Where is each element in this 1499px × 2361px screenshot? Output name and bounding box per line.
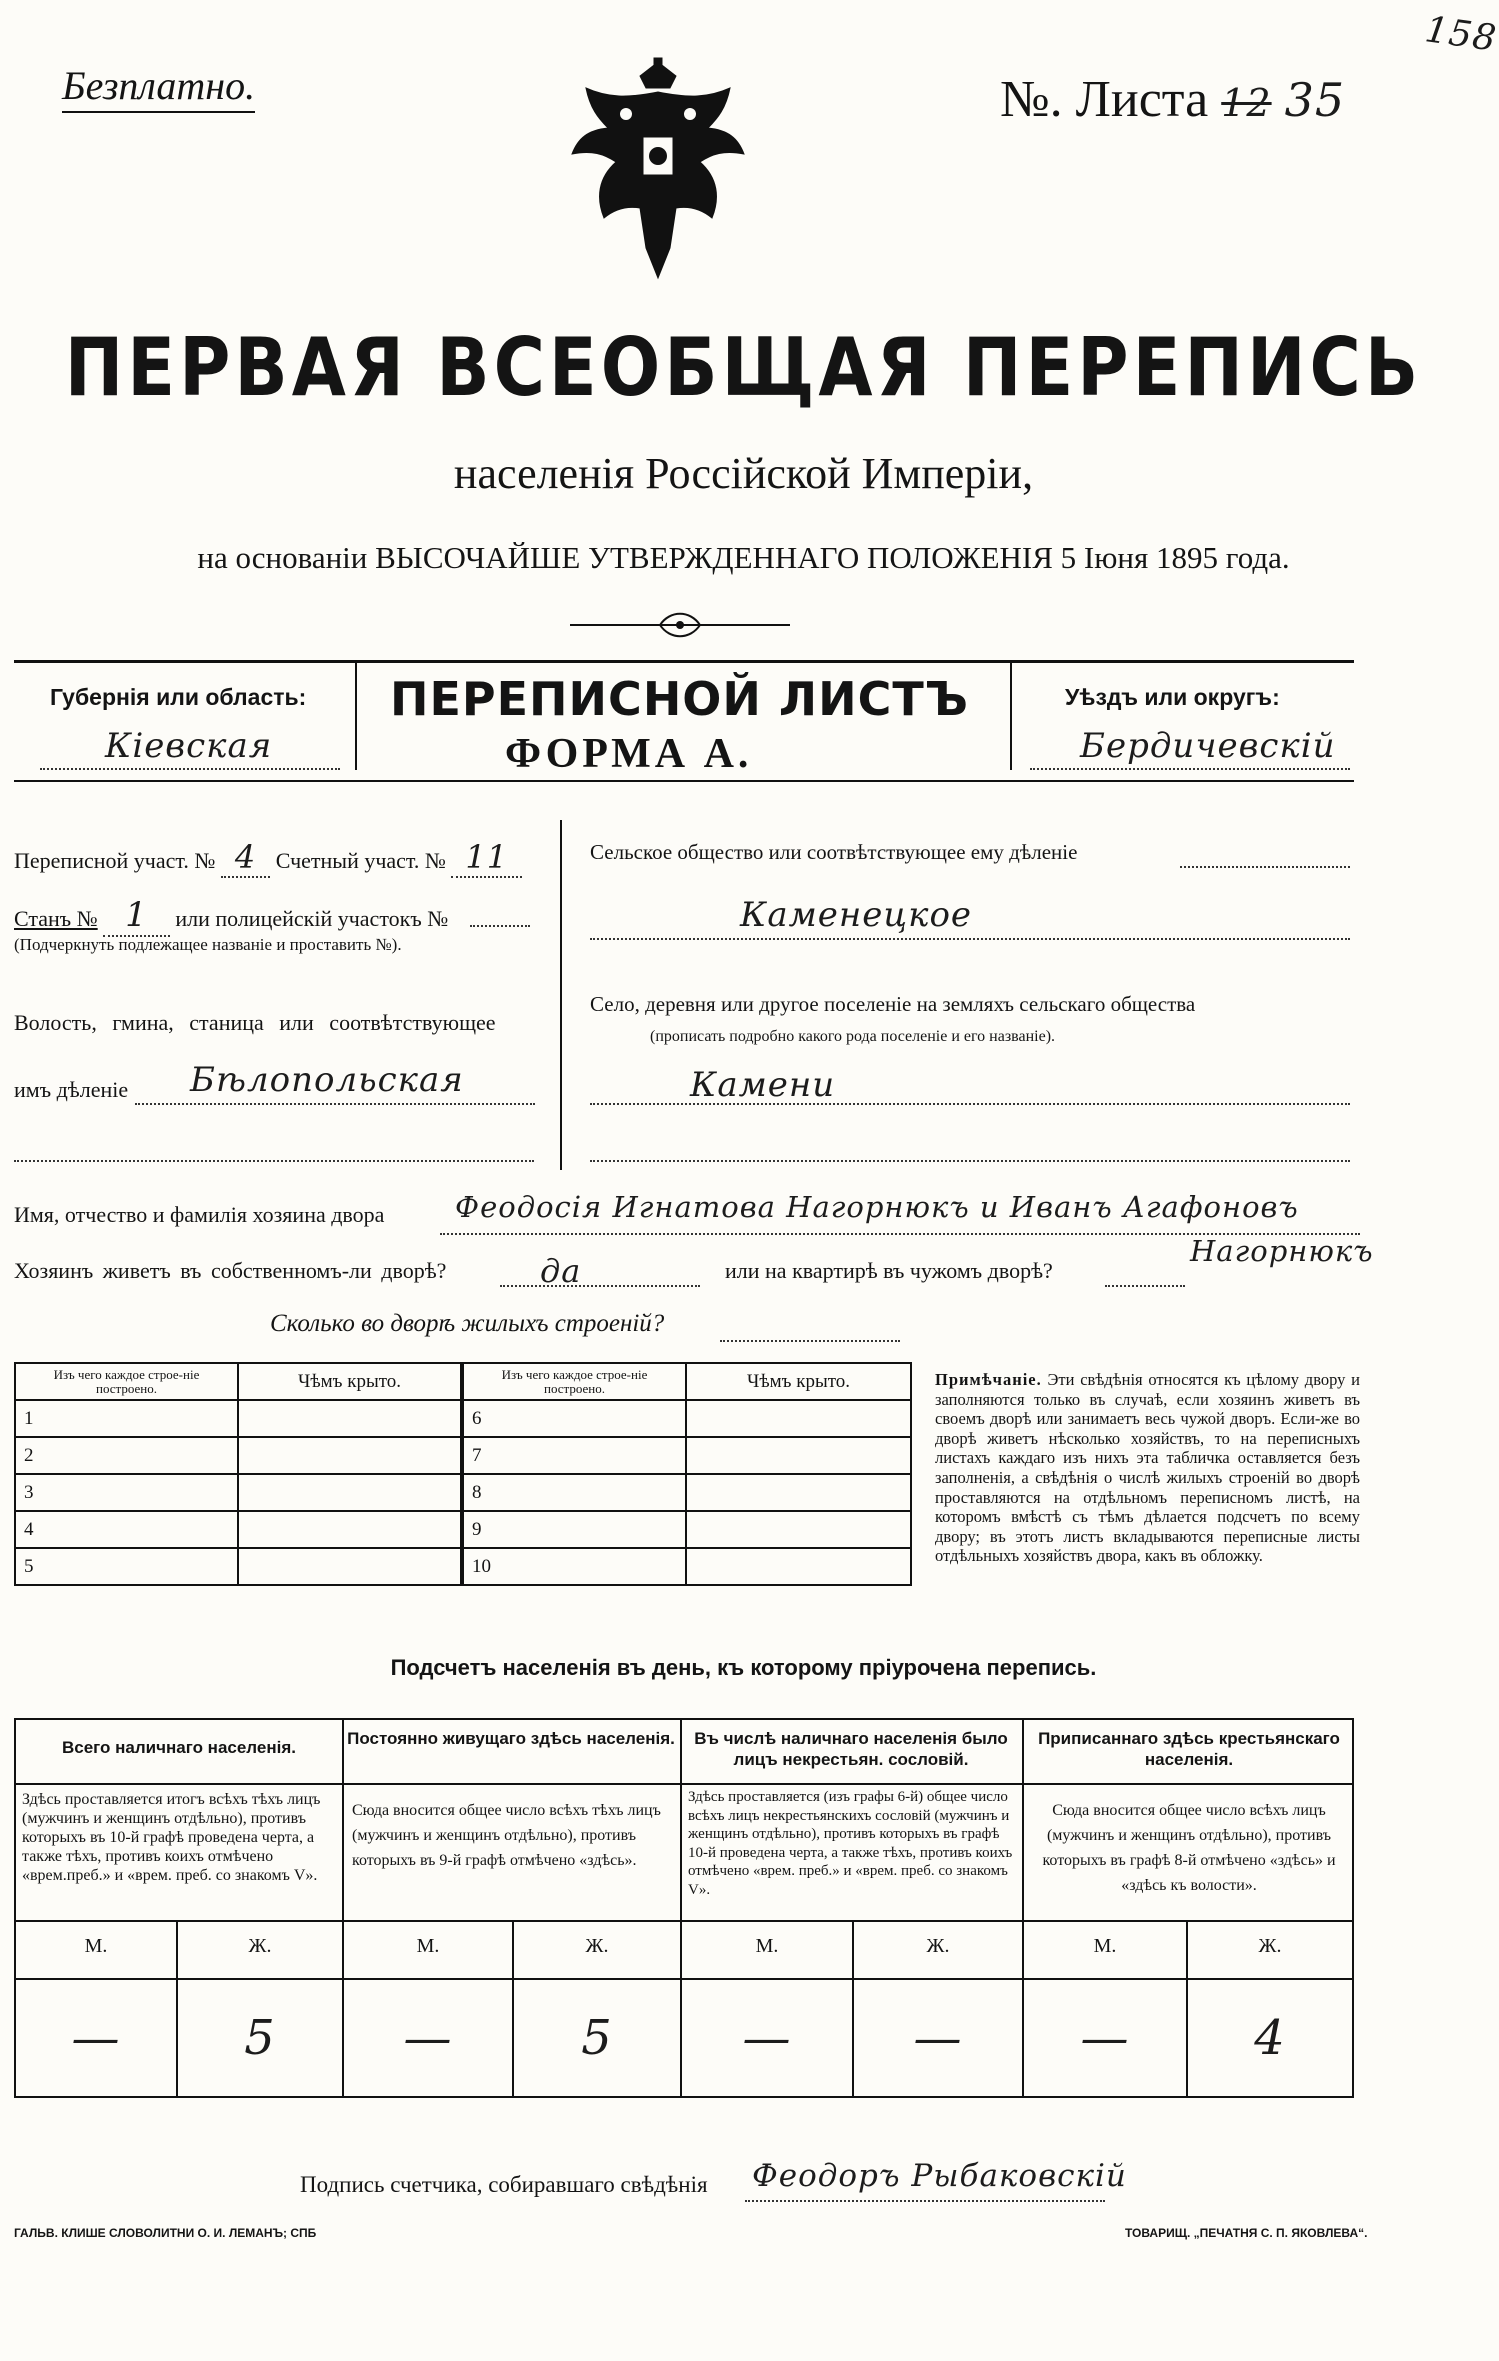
village-value: Камени <box>690 1065 836 1105</box>
census-area-label: Переписной участ. № <box>14 848 216 873</box>
col-material-header: Изъ чего каждое строе-ніе построено. <box>15 1363 238 1400</box>
population-table <box>14 1718 1354 2098</box>
sheet-number-label: №. Листа <box>1000 71 1209 128</box>
pop-col-2-f-label: Ж. <box>585 1935 609 1957</box>
village-label: Село, деревня или другое поселеніе на земляхъ сельскаго общества <box>590 992 1196 1016</box>
building-row: 5 <box>15 1548 238 1585</box>
pop-col-1-m-value: — <box>71 2010 121 2066</box>
building-row: 8 <box>463 1474 686 1511</box>
note-text: Эти свѣдѣнія относятся къ цѣлому двору и заполняются только въ случаѣ, если хозяинъ живетъ въ своемъ дворѣ или занимаетъ весь чужой дворъ. Если-же во дворѣ живетъ нѣсколько хозяйствъ, то на переписныхъ листахъ каждаго изъ нихъ эта табличка оставляется безъ заполненія, а свѣдѣнія о числѣ жилыхъ строеній во дворѣ проставляются на отдѣльномъ переписномъ листѣ, на которомъ вмѣстѣ съ тѣмъ дѣлается подсчетъ по всему двору; въ этотъ листъ вкладываются переписные листы отдѣльныхъ хозяйствъ двора, какъ въ обложку. <box>935 1370 1360 1566</box>
pop-col-3-desc: Здѣсь проставляется (изъ графы 6-й) общее число всѣхъ лицъ некрестьянскихъ сословій (мужчинъ и женщинъ отдѣльно), противъ которыхъ въ графѣ 10-й проведена черта, а также тѣхъ, противъ коихъ отмѣчено «врем. преб.» и «врем. преб. со знакомъ V». <box>688 1789 1013 1898</box>
pop-col-2-m-value: — <box>403 2010 453 2066</box>
pop-col-2-m-label: М. <box>416 1935 440 1957</box>
sheet-number-struck: 12 <box>1221 81 1272 125</box>
corner-number: 158 <box>1422 9 1499 60</box>
building-row: 2 <box>15 1437 238 1474</box>
pop-col-1-heading: Всего наличнаго населенія. <box>62 1738 296 1757</box>
footer-right: ТОВАРИЩ. „ПЕЧАТНЯ С. П. ЯКОВЛЕВА“. <box>1125 2226 1368 2240</box>
building-row: 9 <box>463 1511 686 1548</box>
footer-left: ГАЛЬВ. КЛИШЕ СЛОВОЛИТНИ О. И. ЛЕМАНЪ; СПБ <box>14 2226 317 2240</box>
volost-value: Бѣлопольская <box>190 1060 464 1100</box>
stan-value: 1 <box>103 895 170 937</box>
owner-name-value: Феодосія Игнатова Нагорнюкъ и Иванъ Агафоновъ <box>455 1190 1299 1224</box>
village-note: (прописать подробно какого рода поселеніе и его названіе). <box>650 1028 1056 1045</box>
census-basis: на основаніи ВЫСОЧАЙШЕ УТВЕРЖДЕННАГО ПОЛОЖЕНІЯ 5 Іюня 1895 года. <box>197 540 1290 575</box>
note-block <box>935 1370 1360 1566</box>
building-row: 3 <box>15 1474 238 1511</box>
pop-col-4-desc: Сюда вносится общее число всѣхъ лицъ (мужчинъ и женщинъ отдѣльно), противъ которыхъ въ графѣ 8-й отмѣчено «здѣсь» и «здѣсь къ волости». <box>1042 1802 1336 1894</box>
building-row: 10 <box>463 1548 686 1585</box>
pop-col-2-f-value: 5 <box>581 2010 613 2066</box>
owner-lives-value: да <box>540 1252 582 1290</box>
pop-col-3-m-value: — <box>742 2010 792 2066</box>
note-lead: Примѣчаніе. <box>935 1370 1042 1389</box>
pop-col-3-m-label: М. <box>755 1935 779 1957</box>
buildings-table-right <box>462 1362 912 1586</box>
col-roof-header: Чѣмъ крыто. <box>686 1363 911 1400</box>
pop-col-2-heading: Постоянно живущаго здѣсь населенія. <box>347 1729 675 1748</box>
owner-apartment-label: или на квартирѣ въ чужомъ дворѣ? <box>725 1258 1053 1283</box>
census-title: ПЕРВАЯ ВСЕОБЩАЯ ПЕРЕПИСЬ <box>64 320 1423 415</box>
stan-row <box>14 895 448 935</box>
free-label: Безплатно. <box>62 62 255 113</box>
building-row: 7 <box>463 1437 686 1474</box>
sheet-title: ПЕРЕПИСНОЙ ЛИСТЪ <box>390 672 969 726</box>
census-area-value: 4 <box>221 838 270 878</box>
owner-name-label: Имя, отчество и фамилія хозяина двора <box>14 1202 385 1227</box>
col-material-header: Изъ чего каждое строе-ніе построено. <box>463 1363 686 1400</box>
census-subtitle: населенія Россійской Имперіи, <box>453 449 1034 498</box>
pop-col-1-m-label: М. <box>84 1935 108 1957</box>
underline-note: (Подчеркнуть подлежащее названіе и проставить №). <box>14 935 402 954</box>
buildings-question: Сколько во дворѣ жилыхъ строеній? <box>270 1310 665 1337</box>
form-label: ФОРМА А. <box>505 731 753 777</box>
building-row: 6 <box>463 1400 686 1437</box>
col-roof-header: Чѣмъ крыто. <box>238 1363 461 1400</box>
building-row: 4 <box>15 1511 238 1548</box>
ornament-divider <box>570 610 790 640</box>
pop-col-2-desc: Сюда вносится общее число всѣхъ тѣхъ лицъ (мужчинъ и женщинъ отдѣльно), противъ которыхъ въ 9-й графѣ отмѣчено «здѣсь». <box>352 1802 661 1869</box>
district-label: Уѣздъ или округъ: <box>1065 684 1280 710</box>
building-row: 1 <box>15 1400 238 1437</box>
pop-col-4-m-value: — <box>1080 2010 1130 2066</box>
counting-area-value: 11 <box>451 838 522 878</box>
counting-area-label: Счетный участ. № <box>275 848 446 873</box>
pop-col-4-m-label: М. <box>1093 1935 1117 1957</box>
pop-col-1-f-label: Ж. <box>248 1935 272 1957</box>
owner-lives-label: Хозяинъ живетъ въ собственномъ-ли дворѣ? <box>14 1258 447 1283</box>
pop-col-4-f-value: 4 <box>1254 2010 1286 2066</box>
volost-label-1: Волость, гмина, станица или соотвѣтствующее <box>14 1010 496 1035</box>
province-value: Кіевская <box>105 726 273 766</box>
society-label: Сельское общество или соотвѣтствующее ему дѣленіе <box>590 840 1078 864</box>
province-label: Губернія или область: <box>50 684 307 710</box>
pop-col-4-heading: Приписаннаго здѣсь крестьянскаго населенія. <box>1038 1729 1340 1769</box>
district-value: Бердичевскій <box>1080 726 1336 766</box>
pop-col-4-f-label: Ж. <box>1258 1935 1282 1957</box>
owner-name-value-2: Нагорнюкъ <box>1190 1234 1374 1268</box>
signature-label: Подпись счетчика, собиравшаго свѣдѣнія <box>300 2172 708 2197</box>
society-value: Каменецкое <box>740 895 973 935</box>
buildings-table-left <box>14 1362 462 1586</box>
pop-col-3-heading: Въ числѣ наличнаго населенія было лицъ некрестьян. сословій. <box>694 1729 1008 1769</box>
pop-col-1-f-value: 5 <box>244 2010 276 2066</box>
stan-label: Станъ № <box>14 906 98 931</box>
volost-label-2: имъ дѣленіе <box>14 1077 129 1102</box>
double-headed-eagle-emblem <box>568 58 748 288</box>
census-area-row <box>14 838 522 876</box>
pop-col-3-f-value: — <box>913 2010 963 2066</box>
sheet-number-value: 35 <box>1284 73 1346 127</box>
pop-col-1-desc: Здѣсь проставляется итогъ всѣхъ тѣхъ лицъ (мужчинъ и женщинъ отдѣльно), противъ которыхъ въ 10-й графѣ проведена черта, а также тѣхъ, противъ коихъ отмѣчено «врем.преб.» и «врем. преб. со знакомъ V». <box>22 1791 321 1884</box>
sheet-number <box>1000 70 1345 129</box>
signature-value: Феодоръ Рыбаковскій <box>752 2158 1127 2194</box>
population-title: Подсчетъ населенія въ день, къ которому пріурочена перепись. <box>390 1655 1097 1680</box>
pop-col-3-f-label: Ж. <box>926 1935 950 1957</box>
police-station-label: или полицейскій участокъ № <box>175 906 449 931</box>
